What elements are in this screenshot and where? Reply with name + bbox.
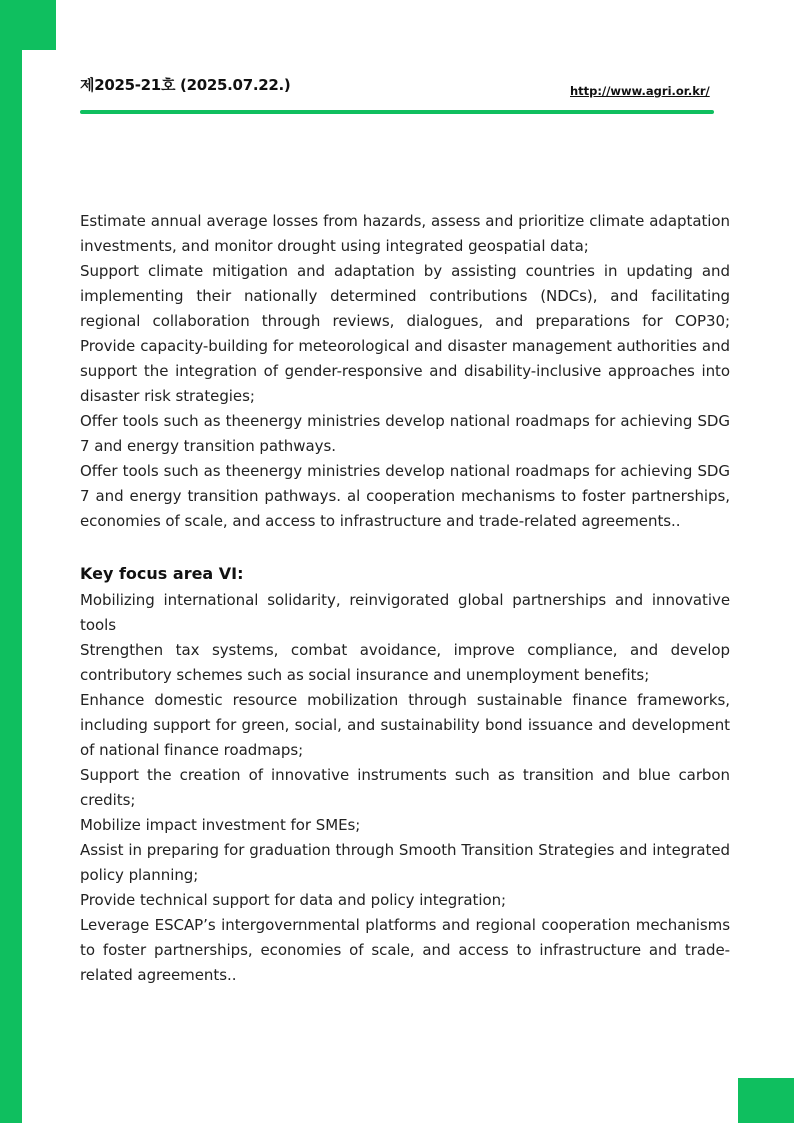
issue-number: 제2025-21호 (2025.07.22.) xyxy=(80,76,291,94)
paragraph: Offer tools such as theenergy ministries develop national roadmaps for achieving SDG 7 and energy transition pathways. xyxy=(80,412,730,455)
bottom-right-accent-block xyxy=(738,1078,794,1123)
top-left-accent-tab xyxy=(0,0,56,50)
list-item: Provide technical support for data and policy integration; xyxy=(80,891,507,909)
paragraph: Estimate annual average losses from hazards, assess and prioritize climate adaptation investments, and monitor drought using integrated geospatial data; xyxy=(80,212,730,255)
paragraph: Offer tools such as theenergy ministries develop national roadmaps for achieving SDG 7 and energy transition pathways. al cooperation mechanisms to foster partnerships, economies of scale, and access to infrastructure and trade-related agreements.. xyxy=(80,462,730,530)
list-item: Support the creation of innovative instruments such as transition and blue carbon credits; xyxy=(80,766,730,809)
list-item: Strengthen tax systems, combat avoidance, improve compliance, and develop contributory schemes such as social insurance and unemployment benefits; xyxy=(80,641,730,684)
list-item: Mobilizing international solidarity, reinvigorated global partnerships and innovative tools xyxy=(80,591,730,634)
spacer xyxy=(80,534,730,559)
document-body xyxy=(80,209,730,988)
header-divider xyxy=(80,110,714,114)
paragraph: Support climate mitigation and adaptation by assisting countries in updating and implementing their nationally determined contributions (NDCs), and facilitating regional collaboration through reviews, dialogues, and preparations for COP30; Provide capacity-building for meteorological and disaster management authorities and support the integration of gender-responsive and disability-inclusive approaches into disaster risk strategies; xyxy=(80,262,730,405)
list-item: Enhance domestic resource mobilization through sustainable finance frameworks, including support for green, social, and sustainability bond issuance and development of national finance roadmaps; xyxy=(80,691,730,759)
header-url-link[interactable]: http://www.agri.or.kr/ xyxy=(570,84,710,98)
section-heading: Key focus area VI: xyxy=(80,564,244,583)
list-item: Leverage ESCAP’s intergovernmental platforms and regional cooperation mechanisms to foster partnerships, economies of scale, and access to infrastructure and trade-related agreements.. xyxy=(80,916,730,984)
list-item: Assist in preparing for graduation through Smooth Transition Strategies and integrated policy planning; xyxy=(80,841,730,884)
list-item: Mobilize impact investment for SMEs; xyxy=(80,816,361,834)
left-accent-bar xyxy=(0,0,22,1123)
